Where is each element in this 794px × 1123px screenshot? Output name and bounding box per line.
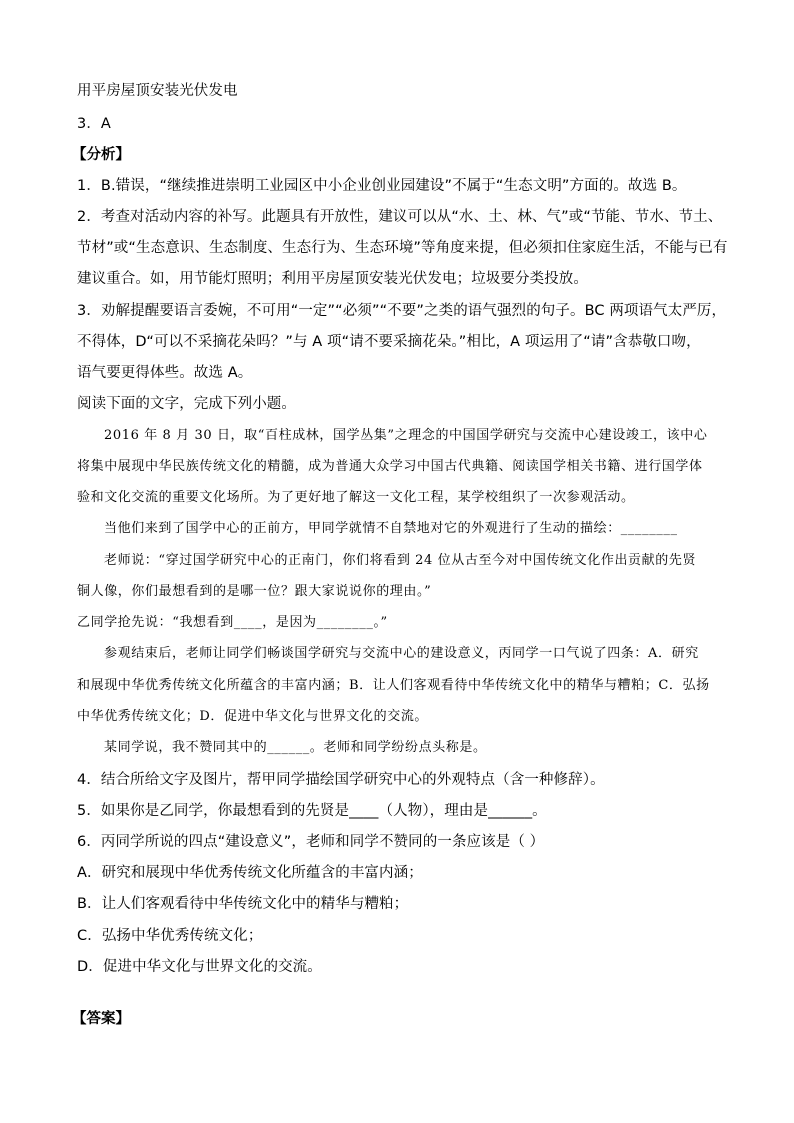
option-c: C．弘扬中华优秀传统文化；: [77, 928, 263, 944]
passage-line-5: 老师说：“穿过国学研究中心的正南门，你们将看到 24 位从古至今对中国传统文化作出贡献的先贤: [104, 553, 697, 568]
option-a: A．研究和展现中华优秀传统文化所蕴含的丰富内涵；: [77, 865, 423, 881]
analysis-item-3-line-2: 不得体，D“可以不采摘花朵吗？”与 A 项“请不要采摘花朵。”相比，A 项运用了“请”含恭敬口吻，: [77, 334, 701, 350]
option-b: B．让人们客观看待中华传统文化中的精华与糟粕；: [77, 896, 409, 912]
analysis-heading: 【分析】: [72, 147, 130, 163]
passage-line-11: 某同学说，我不赞同其中的______。老师和同学纷纷点头称是。: [104, 740, 487, 755]
reading-instruction: 阅读下面的文字，完成下列小题。: [77, 396, 296, 412]
answer-3: 3．A: [77, 116, 111, 132]
analysis-item-3-line-1: 3．劝解提醒要语言委婉，不可用“一定”“必须”“不要”之类的语气强烈的句子。BC 两项语气太严厉，: [77, 303, 727, 319]
question-5: 5．如果你是乙同学，你最想看到的先贤是____（人物），理由是______。: [77, 803, 547, 819]
passage-line-10: 中华优秀传统文化；D．促进中华文化与世界文化的交流。: [77, 709, 429, 724]
answer-heading: 【答案】: [72, 1011, 130, 1027]
question-6: 6．丙同学所说的四点“建设意义”，老师和同学不赞同的一条应该是（ ）: [77, 834, 545, 850]
passage-line-3: 验和文化交流的重要文化场所。为了更好地了解这一文化工程，某学校组织了一次参观活动。: [77, 490, 635, 505]
analysis-item-2-line-3: 建议重合。如，用节能灯照明；利用平房屋顶安装光伏发电；垃圾要分类投放。: [77, 271, 588, 287]
analysis-item-2-line-2: 节材”或“生态意识、生态制度、生态行为、生态环境”等角度来提，但必须扣住家庭生活，不能与已有: [77, 240, 728, 256]
passage-line-2: 将集中展现中华民族传统文化的精髓，成为普通大众学习中国古代典籍、阅读国学相关书籍、进行国学体: [77, 459, 703, 474]
analysis-item-3-line-3: 语气要更得体些。故选 A。: [77, 365, 253, 381]
analysis-item-2-line-1: 2．考查对活动内容的补写。此题具有开放性，建议可以从“水、土、林、气”或“节能、节水、节土、: [77, 209, 723, 225]
passage-line-8: 参观结束后，老师让同学们畅谈国学研究与交流中心的建设意义，丙同学一口气说了四条：A．研究: [104, 646, 699, 661]
continuation-text: 用平房屋顶安装光伏发电: [77, 83, 238, 99]
option-d: D．促进中华文化与世界文化的交流。: [77, 959, 322, 975]
analysis-item-1: 1．B.错误，“继续推进崇明工业园区中小企业创业园建设”不属于“生态文明”方面的。故选 B。: [77, 178, 687, 194]
passage-line-4: 当他们来到了国学中心的正前方，甲同学就情不自禁地对它的外观进行了生动的描绘：________: [104, 521, 678, 536]
passage-line-6: 铜人像，你们最想看到的是哪一位？跟大家说说你的理由。”: [77, 584, 432, 599]
passage-line-7: 乙同学抢先说：“我想看到____，是因为________。”: [77, 615, 388, 630]
question-4: 4．结合所给文字及图片，帮甲同学描绘国学研究中心的外观特点（含一种修辞）。: [77, 772, 605, 788]
passage-line-9: 和展现中华优秀传统文化所蕴含的丰富内涵；B．让人们客观看待中华传统文化中的精华与糟粕；C．弘扬: [77, 678, 710, 693]
passage-line-1: 2016 年 8 月 30 日，取“百柱成林，国学丛集”之理念的中国国学研究与交流中心建设竣工，该中心: [104, 428, 708, 443]
